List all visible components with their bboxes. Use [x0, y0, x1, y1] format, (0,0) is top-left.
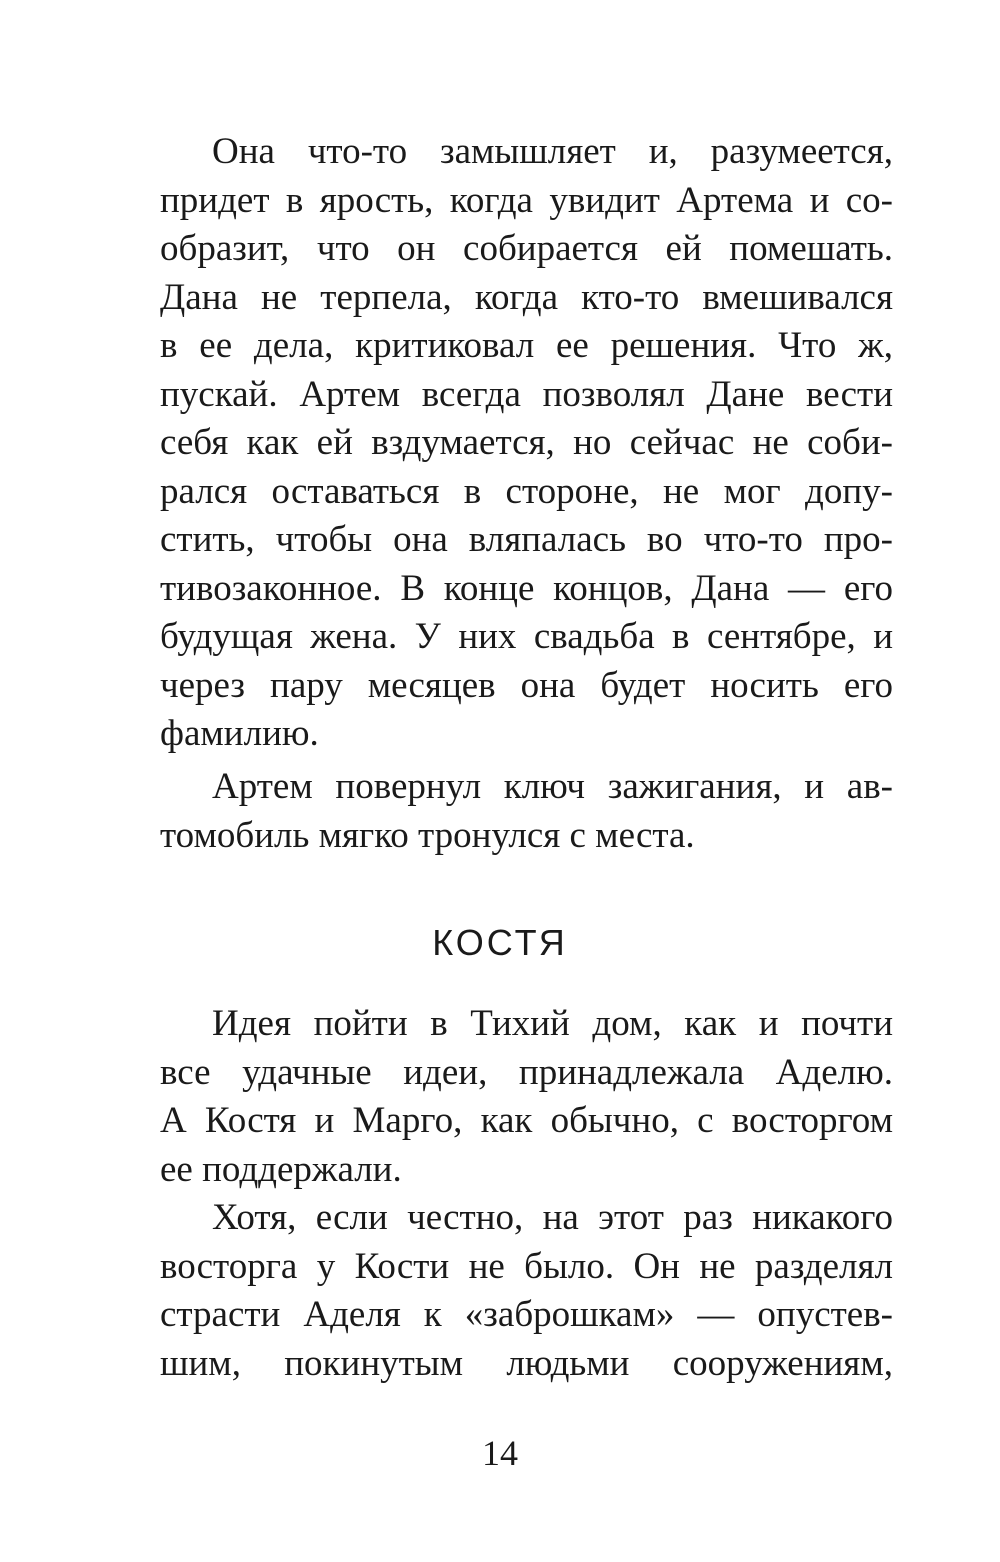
paragraph [160, 1000, 893, 1194]
text-line: через пару месяцев она будет носить его [160, 664, 893, 706]
page-number: 14 [482, 1433, 518, 1473]
text-line: восторга у Кости не было. Он не разделял [160, 1245, 893, 1287]
text-line: шим, покинутым людьми сооружениям, [160, 1342, 893, 1384]
paragraph [160, 763, 893, 860]
text-line: пускай. Артем всегда позволял Дане вести [160, 373, 893, 415]
text-line: страсти Аделя к «заброшкам» — опустев- [160, 1294, 893, 1335]
text-line: ее поддержали. [160, 1148, 402, 1190]
text-line: Хотя, если честно, на этот раз никакого [212, 1197, 893, 1238]
text-line: Она что-то замышляет и, разумеется, [212, 131, 893, 172]
text-line: томобиль мягко тронулся с места. [160, 814, 695, 856]
text-line: тивозаконное. В конце концов, Дана — его [160, 567, 893, 609]
text-line: рался оставаться в стороне, не мог допу- [160, 470, 893, 512]
text-line: все удачные идеи, принадлежала Аделю. [160, 1051, 893, 1093]
paragraph [160, 1194, 893, 1388]
text-line: будущая жена. У них свадьба в сентябре, и [160, 616, 893, 657]
text-line: в ее дела, критиковал ее решения. Что ж, [160, 325, 893, 366]
text-line: Дана не терпела, когда кто-то вмешивался [160, 276, 893, 318]
text-line: образит, что он собирается ей помешать. [160, 228, 893, 269]
text-line: А Костя и Марго, как обычно, с восторгом [160, 1100, 893, 1141]
text-line: придет в ярость, когда увидит Артема и со- [160, 179, 893, 221]
text-line: Артем повернул ключ зажигания, и ав- [212, 766, 893, 807]
text-line: себя как ей вздумается, но сейчас не соби- [160, 422, 893, 463]
text-line: стить, чтобы она вляпалась во что-то про- [160, 519, 893, 560]
paragraph [160, 128, 893, 759]
text-line: Идея пойти в Тихий дом, как и почти [212, 1003, 893, 1044]
text-line: фамилию. [160, 713, 319, 754]
chapter-title: КОСТЯ [432, 922, 568, 963]
